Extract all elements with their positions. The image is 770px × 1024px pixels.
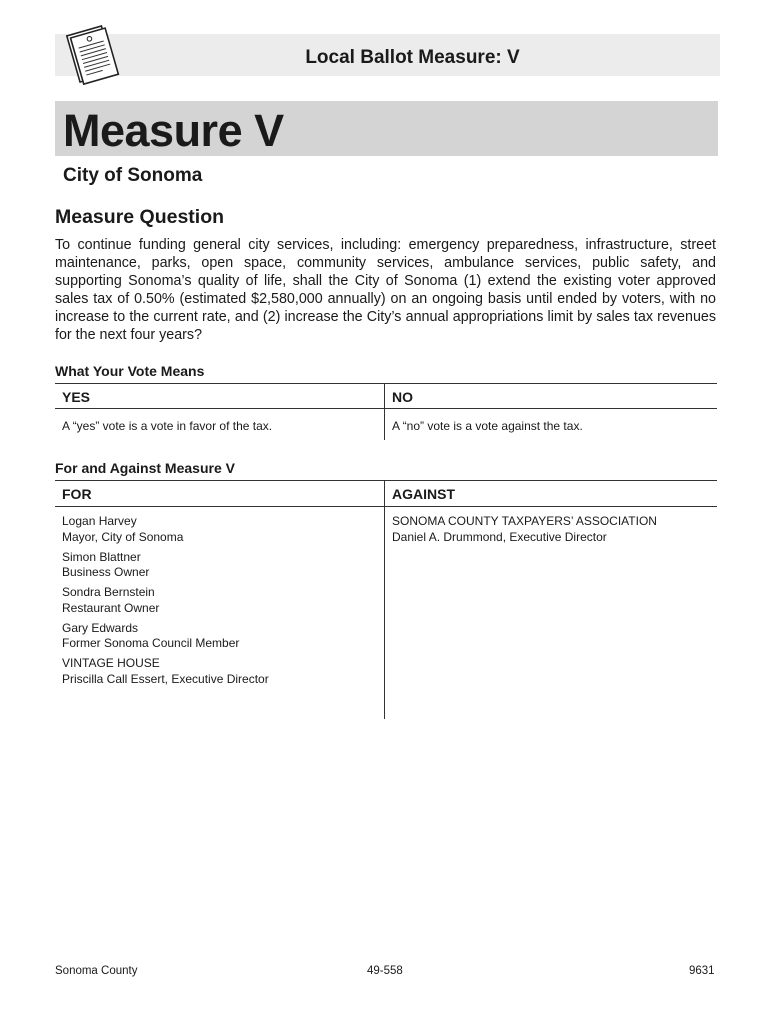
page-header: [55, 34, 720, 76]
signer-name: Sondra Bernstein: [62, 585, 155, 599]
signer-name: SONOMA COUNTY TAXPAYERS’ ASSOCIATION: [392, 514, 657, 528]
footer-county: Sonoma County: [55, 965, 138, 977]
divider: [55, 480, 717, 481]
for-entry: [62, 621, 377, 652]
measure-title: Measure V: [63, 105, 284, 156]
no-header: NO: [392, 389, 413, 405]
document-icon: [62, 24, 120, 86]
for-entry: [62, 550, 377, 581]
for-entry: [62, 656, 377, 687]
measure-question-text: To continue funding general city services, including: emergency preparedness, infrastructure, street maintenance, parks, open space, community services, ambulance services, public safety, and supporting Sonoma’s quality of life, shall the City of Sonoma (1) extend the existing voter approved sales tax of 0.50% (estimated $2,580,000 annually) on an ongoing basis until ended by voters, with no increase to the current rate, and (2) increase the City’s annual appropriations limit by sales tax revenues for the next four years?: [55, 237, 716, 343]
signer-title: Restaurant Owner: [62, 600, 160, 615]
yes-meaning: A “yes” vote is a vote in favor of the tax.: [62, 419, 273, 433]
divider: [55, 408, 717, 409]
footer-number: 9631: [689, 965, 715, 977]
signer-name: Simon Blattner: [62, 549, 141, 564]
signer-name: Gary Edwards: [62, 620, 139, 635]
footer-page-code: 49-558: [367, 965, 403, 977]
jurisdiction: City of Sonoma: [63, 165, 203, 186]
signer-name: Logan Harvey: [62, 514, 137, 528]
against-list: [392, 514, 717, 550]
yes-header: YES: [62, 389, 91, 405]
no-meaning: A “no” vote is a vote against the tax.: [392, 419, 583, 433]
column-divider: [384, 384, 385, 440]
measure-title-band: [55, 101, 718, 156]
for-header: FOR: [62, 486, 92, 502]
for-entry: [62, 585, 377, 616]
divider: [55, 383, 717, 384]
signer-title: Business Owner: [62, 565, 150, 579]
against-header: AGAINST: [392, 486, 455, 502]
for-entry: [62, 514, 377, 545]
vote-means-heading: What Your Vote Means: [55, 363, 205, 379]
for-list: [62, 514, 377, 692]
signer-title: Mayor, City of Sonoma: [62, 529, 184, 544]
signer-name: VINTAGE HOUSE: [62, 656, 160, 670]
signer-title: Daniel A. Drummond, Executive Director: [392, 529, 607, 544]
signer-title: Former Sonoma Council Member: [62, 636, 240, 650]
for-against-heading: For and Against Measure V: [55, 460, 235, 476]
header-title: Local Ballot Measure: V: [305, 47, 520, 68]
column-divider: [384, 481, 385, 719]
signer-title: Priscilla Call Essert, Executive Director: [62, 671, 269, 686]
divider: [55, 506, 717, 507]
measure-question-heading: Measure Question: [55, 206, 225, 228]
against-entry: [392, 514, 717, 545]
